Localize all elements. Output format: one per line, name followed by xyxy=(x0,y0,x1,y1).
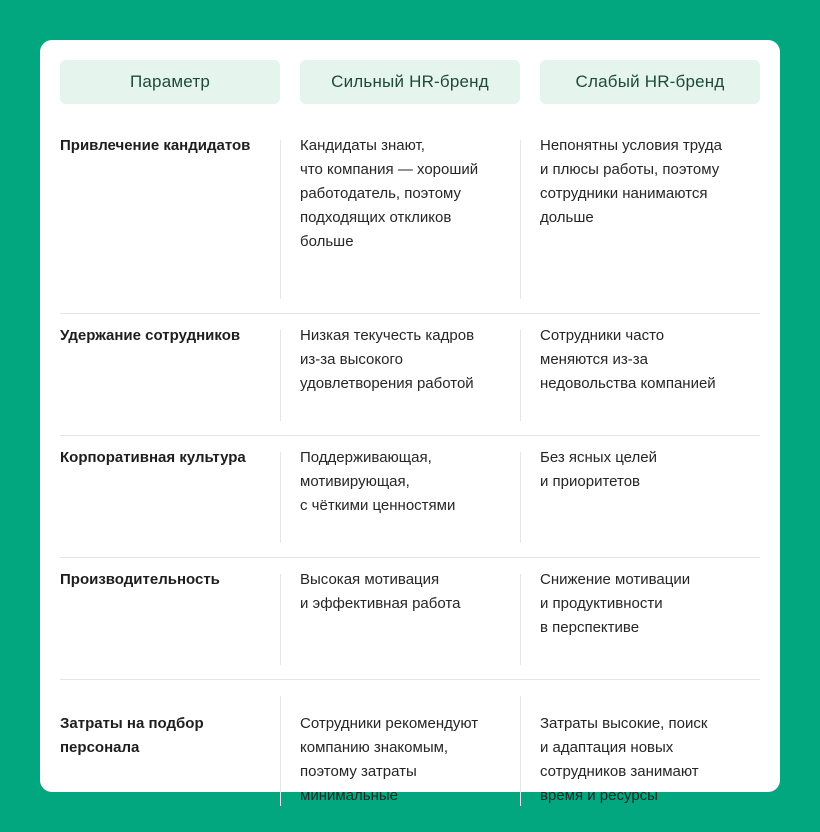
column-divider xyxy=(280,696,281,806)
column-divider xyxy=(280,140,281,299)
column-divider xyxy=(280,574,281,665)
table-row-attraction xyxy=(60,124,760,314)
table-row-productivity xyxy=(60,558,760,680)
cell-parameter: Корпоративная культура xyxy=(60,449,246,466)
cell-strong: Сотрудники рекомендуют компанию знакомым, поэтому затраты минимальные xyxy=(300,715,479,804)
header-parameter: Параметр xyxy=(60,60,280,104)
column-divider xyxy=(280,330,281,421)
cell-weak: Без ясных целей и приоритетов xyxy=(540,449,657,490)
cell-strong: Высокая мотивация и эффективная работа xyxy=(300,571,461,612)
cell-parameter: Производительность xyxy=(60,571,220,588)
cell-strong: Низкая текучесть кадров из-за высокого удовлетворения работой xyxy=(300,327,475,392)
cell-parameter: Затраты на подбор персонала xyxy=(60,715,204,756)
cell-strong: Поддерживающая, мотивирующая, с чёткими ценностями xyxy=(300,449,456,514)
cell-parameter: Удержание сотрудников xyxy=(60,327,241,344)
cell-parameter: Привлечение кандидатов xyxy=(60,137,251,154)
cell-weak: Снижение мотивации и продуктивности в перспективе xyxy=(540,571,691,636)
column-divider xyxy=(520,574,521,665)
column-divider xyxy=(520,696,521,806)
cell-weak: Затраты высокие, поиск и адаптация новых сотрудников занимают время и ресурсы xyxy=(540,715,708,804)
cell-weak: Непонятны условия труда и плюсы работы, поэтому сотрудники нанимаются дольше xyxy=(540,137,723,226)
comparison-card xyxy=(40,40,780,804)
column-divider xyxy=(520,452,521,543)
header-weak-brand: Слабый HR-бренд xyxy=(540,60,760,104)
cell-weak: Сотрудники часто меняются из-за недовольства компанией xyxy=(540,327,716,392)
cell-strong: Кандидаты знают, что компания — хороший работодатель, поэтому подходящих откликов больше xyxy=(300,137,479,250)
table-body xyxy=(60,124,760,820)
header-strong-brand: Сильный HR-бренд xyxy=(300,60,520,104)
table-row-retention xyxy=(60,314,760,436)
column-divider xyxy=(520,330,521,421)
column-divider xyxy=(520,140,521,299)
table-header xyxy=(60,60,760,104)
table-row-culture xyxy=(60,436,760,558)
table-row-hiring-costs xyxy=(60,680,760,820)
column-divider xyxy=(280,452,281,543)
